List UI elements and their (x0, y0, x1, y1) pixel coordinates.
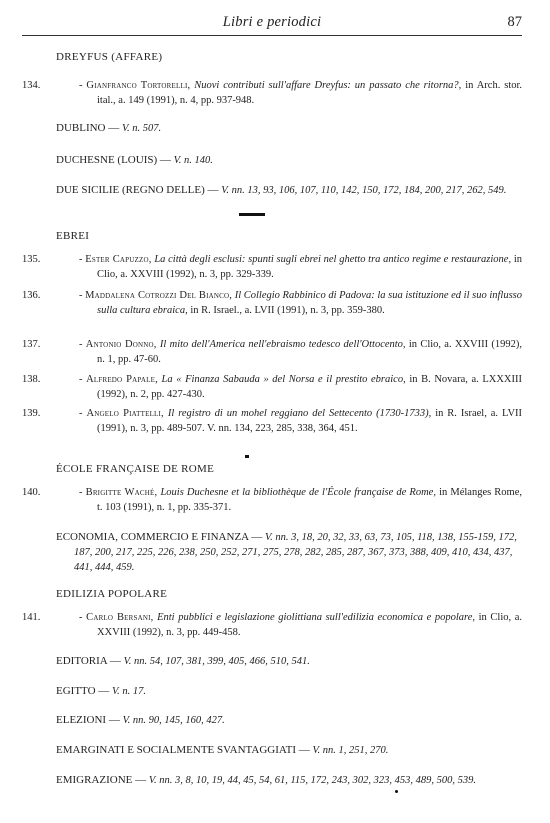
xref-refs: V. nn. 3, 18, 20, 32, 33, 63, 73, 105, 118, 138, 155-159, 172, 187, 200, 217, 225, 226, 238, 250, 252, 271, 275, 278, 282, 285, 287, 367, 373, 388, 409, 410, 434, 437, 441, 444, 459. (74, 532, 517, 573)
entry-author: Ester Capuzzo, (85, 254, 152, 265)
entry-text: - Brigitte Waché, Louis Duchesne et la bibliothèque de l'École française de Rome, in Mélanges Rome, t. 103 (1991), n. 1, pp. 335-371. (79, 487, 523, 513)
cross-reference (56, 183, 522, 198)
entry-text: - Alfredo Papale, La « Finanza Sabauda » del Norsa e il prestito ebraico, in B. Novara, a. LXXXIII (1992), n. 2, pp. 427-430. (79, 374, 523, 400)
entry-number: 138. (22, 374, 41, 385)
entry-number: 134. (22, 80, 41, 91)
cross-reference (56, 713, 522, 728)
entry-number: 140. (22, 487, 41, 498)
entry-author: Angelo Piattelli, (86, 408, 164, 419)
entry-number: 139. (22, 408, 41, 419)
xref-refs: V. nn. 3, 8, 10, 19, 44, 45, 54, 61, 115, 172, 243, 302, 323, 453, 489, 500, 539. (148, 775, 477, 786)
cross-reference (56, 530, 522, 575)
entry-text: - Gianfranco Tortorelli, Nuovi contributi sull'affare Dreyfus: un passato che ritorna?, in Arch. stor. ital., a. 149 (1991), n. 4, pp. 937-948. (79, 80, 523, 106)
entry-title: Louis Duchesne et la bibliothèque de l'École française de Rome, (160, 487, 436, 498)
cross-reference (56, 121, 522, 136)
entry-author: Antonio Donno, (85, 339, 157, 350)
xref-term: DUE SICILIE (REGNO DELLE) — (56, 184, 219, 196)
page-number: 87 (507, 14, 522, 30)
xref-refs: V. nn. 54, 107, 381, 399, 405, 466, 510, 541. (123, 656, 310, 667)
bibliography-entry (22, 610, 522, 640)
entry-number: 137. (22, 339, 41, 350)
bibliography-entry (22, 372, 522, 402)
entry-text: - Maddalena Cotrozzi Del Bianco, Il Collegio Rabbinico di Padova: la sua istituzione ed il suo influsso sulla cultura ebraica, in R. Israel., a. LVII (1991), n. 3, pp. 359-380. (79, 290, 522, 316)
cross-reference (56, 773, 522, 788)
bibliography-entry (22, 78, 522, 108)
running-title: Libri e periodici (222, 14, 322, 30)
entry-text: - Angelo Piattelli, Il registro di un mohel reggiano del Settecento (1730-1733), in R. Israel, a. LVII (1991), n. 3, pp. 489-507. V. nn. 134, 223, 285, 338, 364, 451. (79, 408, 523, 434)
ink-mark (239, 213, 265, 216)
cross-reference (56, 654, 522, 669)
section-heading: EDILIZIA POPOLARE (56, 588, 168, 600)
entry-source: in Clio, a. XXVIII (1992), n. 3, pp. 329-339. (97, 254, 522, 280)
xref-term: DUBLINO — (56, 122, 120, 134)
entry-title: Il registro di un mohel reggiano del Settecento (1730-1733), (167, 408, 432, 419)
cross-reference (56, 743, 522, 758)
entry-author: Carlo Bersani, (86, 612, 154, 623)
entry-source: in Clio, a. XXVIII (1992), n. 1, pp. 47-60. (97, 339, 523, 365)
xref-term: ECONOMIA, COMMERCIO E FINANZA — (56, 531, 263, 543)
entry-title: Nuovi contributi sull'affare Dreyfus: un passato che ritorna?, (194, 80, 462, 91)
ink-dot (395, 790, 398, 793)
xref-term: EGITTO — (56, 685, 110, 697)
bibliography-entry (22, 337, 522, 367)
xref-refs: V. n. 140. (173, 155, 213, 166)
entry-author: Alfredo Papale, (86, 374, 158, 385)
entry-source: in Arch. stor. ital., a. 149 (1991), n. 4, pp. 937-948. (97, 80, 523, 106)
entry-number: 141. (22, 612, 41, 623)
cross-reference (56, 153, 522, 168)
running-head (22, 15, 522, 36)
bibliography-entry (22, 485, 522, 515)
xref-term: EMIGRAZIONE — (56, 774, 147, 786)
bibliography-entry (22, 252, 522, 282)
xref-refs: V. nn. 90, 145, 160, 427. (122, 715, 225, 726)
entry-text: - Antonio Donno, Il mito dell'America nell'ebraismo tedesco dell'Ottocento, in Clio, a. XXVIII (1992), n. 1, pp. 47-60. (79, 339, 523, 365)
xref-term: DUCHESNE (LOUIS) — (56, 154, 171, 166)
entry-source: in Mélanges Rome, t. 103 (1991), n. 1, pp. 335-371. (97, 487, 523, 513)
entry-title: Enti pubblici e legislazione giolittiana sull'edilizia economica e popolare, (157, 612, 476, 623)
section-heading: EBREI (56, 230, 90, 242)
xref-refs: V. nn. 13, 93, 106, 107, 110, 142, 150, 172, 184, 200, 217, 262, 549. (221, 185, 507, 196)
section-heading: DREYFUS (AFFARE) (56, 51, 163, 63)
entry-title: La città degli esclusi: spunti sugli ebrei nel ghetto tra antico regime e restaurazione, (154, 254, 512, 265)
entry-source: in Clio, a. XXVIII (1992), n. 3, pp. 449-458. (97, 612, 523, 638)
entry-title: Il mito dell'America nell'ebraismo tedesco dell'Ottocento, (159, 339, 406, 350)
cross-reference (56, 684, 522, 699)
entry-number: 135. (22, 254, 41, 265)
bibliography-entry (22, 288, 522, 318)
entry-number: 136. (22, 290, 41, 301)
entry-title: La « Finanza Sabauda » del Norsa e il prestito ebraico, (161, 374, 406, 385)
xref-term: EDITORIA — (56, 655, 121, 667)
section-heading: ÉCOLE FRANÇAISE DE ROME (56, 463, 215, 475)
xref-refs: V. n. 507. (122, 123, 162, 134)
entry-source: in B. Novara, a. LXXXIII (1992), n. 2, pp. 427-430. (97, 374, 523, 400)
bibliography-entry (22, 406, 522, 436)
xref-term: ELEZIONI — (56, 714, 120, 726)
entry-author: Brigitte Waché, (85, 487, 158, 498)
entry-text: - Carlo Bersani, Enti pubblici e legislazione giolittiana sull'edilizia economica e popolare, in Clio, a. XXVIII (1992), n. 3, pp. 449-458. (79, 612, 523, 638)
ink-mark (245, 455, 249, 458)
entry-author: Maddalena Cotrozzi Del Bianco, (85, 290, 233, 301)
entry-source: in R. Israel, a. LVII (1991), n. 3, pp. 489-507. V. nn. 134, 223, 285, 338, 364, 451. (97, 408, 523, 434)
entry-title: Il Collegio Rabbinico di Padova: la sua istituzione ed il suo influsso sulla cultura ebraica, (97, 290, 522, 316)
entry-text: - Ester Capuzzo, La città degli esclusi: spunti sugli ebrei nel ghetto tra antico regime e restaurazione, in Clio, a. XXVIII (1992), n. 3, pp. 329-339. (79, 254, 522, 280)
entry-author: Gianfranco Tortorelli, (86, 80, 191, 91)
xref-refs: V. nn. 1, 251, 270. (312, 745, 389, 756)
entry-source: in R. Israel., a. LVII (1991), n. 3, pp. 359-380. (190, 305, 385, 316)
xref-term: EMARGINATI E SOCIALMENTE SVANTAGGIATI — (56, 744, 310, 756)
xref-refs: V. n. 17. (112, 686, 146, 697)
